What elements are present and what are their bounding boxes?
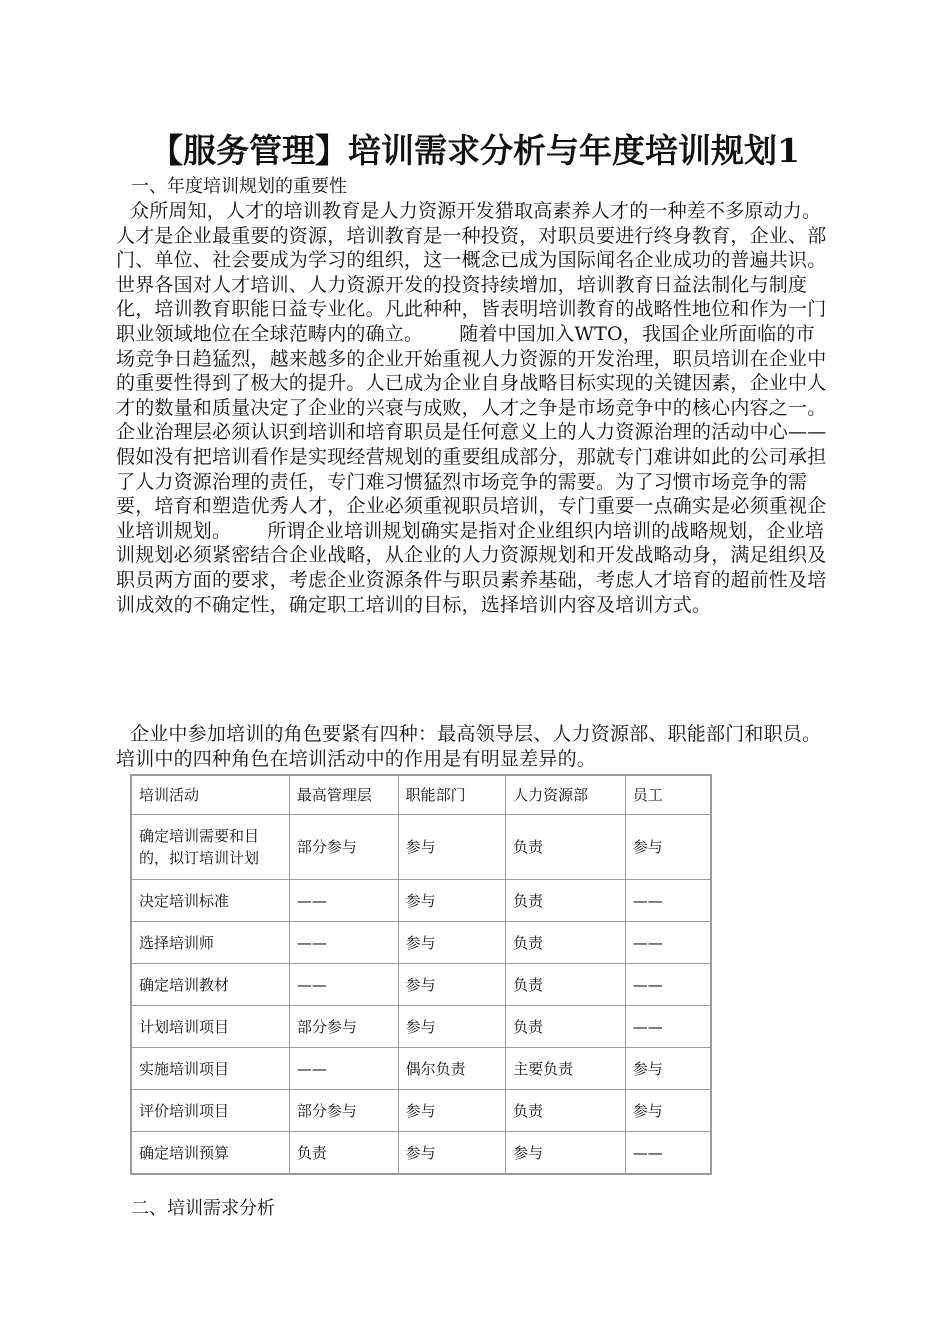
table-cell: —— bbox=[625, 1132, 711, 1175]
table-row bbox=[131, 1006, 711, 1048]
table-cell: 参与 bbox=[625, 815, 711, 880]
table-cell: 确定培训需要和目的，拟订培训计划 bbox=[131, 815, 289, 880]
table-cell: 计划培训项目 bbox=[131, 1006, 289, 1048]
table-cell: 决定培训标准 bbox=[131, 880, 289, 922]
table-cell: 负责 bbox=[506, 880, 626, 922]
training-roles-table bbox=[130, 774, 712, 1175]
paragraph-part-c: 所谓企业培训规划确实是指对企业组织内培训的战略规划，企业培训规划必须紧密结合企业战略，从企业的人力资源规划和开发战略动身，满足组织及职员两方面的要求，考虑企业资源条件与职员素养基础，考虑人才培育的超前性及培训成效的不确定性，确定职工培训的目标，选择培训内容及培训方式。 bbox=[116, 519, 827, 616]
paragraph-roles-text: 企业中参加培训的角色要紧有四种：最高领导层、人力资源部、职能部门和职员。培训中的四种角色在培训活动中的作用是有明显差异的。 bbox=[116, 723, 822, 770]
table-cell: —— bbox=[289, 922, 398, 964]
table-cell: 参与 bbox=[398, 964, 506, 1006]
table-cell: —— bbox=[625, 964, 711, 1006]
table-cell: 部分参与 bbox=[289, 1090, 398, 1132]
table-cell: 参与 bbox=[506, 1132, 626, 1175]
table-cell: 负责 bbox=[506, 964, 626, 1006]
paragraph-roles bbox=[116, 722, 830, 771]
table-cell: 参与 bbox=[398, 1132, 506, 1175]
table-cell: 确定培训预算 bbox=[131, 1132, 289, 1175]
table-header-cell: 最高管理层 bbox=[289, 775, 398, 815]
paragraph-part-b: 随着中国加入WTO，我国企业所面临的市场竞争日趋猛烈，越来越多的企业开始重视人力资源的开发治理，职员培训在企业中的重要性得到了极大的提升。人已成为企业自身战略目标实现的关键因素，企业中人才的数量和质量决定了企业的兴衰与成败，人才之争是市场竞争中的核心内容之一。企业治理层必须认识到培训和培育职员是任何意义上的人力资源治理的活动中心——假如没有把培训看作是实现经营规划的重要组成部分，那就专门难讲如此的公司承担了人力资源治理的责任，专门难习惯猛烈市场竞争的需要。为了习惯市场竞争的需要，培育和塑造优秀人才，企业必须重视职员培训，专门重要一点确实是必须重视企业培训规划。 bbox=[116, 322, 827, 542]
table-cell: 参与 bbox=[398, 922, 506, 964]
table-cell: —— bbox=[289, 1048, 398, 1090]
table-cell: 负责 bbox=[506, 922, 626, 964]
table-cell: —— bbox=[625, 880, 711, 922]
table-cell: —— bbox=[289, 880, 398, 922]
table-row bbox=[131, 1132, 711, 1175]
table-row bbox=[131, 922, 711, 964]
table-cell: 负责 bbox=[289, 1132, 398, 1175]
table-cell: —— bbox=[625, 1006, 711, 1048]
table-cell: 参与 bbox=[398, 1090, 506, 1132]
table-row bbox=[131, 1090, 711, 1132]
table-cell: 主要负责 bbox=[506, 1048, 626, 1090]
page-title: 【服务管理】培训需求分析与年度培训规划1 bbox=[150, 131, 800, 170]
table-header-row bbox=[131, 775, 711, 815]
table-cell: —— bbox=[625, 922, 711, 964]
table-cell: —— bbox=[289, 964, 398, 1006]
table-cell: 确定培训教材 bbox=[131, 964, 289, 1006]
section-heading-2: 二、培训需求分析 bbox=[131, 1198, 275, 1219]
paragraph-part-a: 众所周知，人才的培训教育是人力资源开发猎取高素养人才的一种差不多原动力。人才是企业最重要的资源，培训教育是一种投资，对职员要进行终身教育，企业、部门、单位、社会要成为学习的组织，这一概念已成为国际闻名企业成功的普遍共识。世界各国对人才培训、人力资源开发的投资持续增加，培训教育日益法制化与制度化，培训教育职能日益专业化。凡此种种，皆表明培训教育的战略性地位和作为一门职业领域地位在全球范畴内的确立。 bbox=[116, 200, 827, 345]
table-cell: 参与 bbox=[625, 1048, 711, 1090]
table-cell: 实施培训项目 bbox=[131, 1048, 289, 1090]
table-header-cell: 培训活动 bbox=[131, 775, 289, 815]
paragraph-importance bbox=[116, 199, 830, 617]
table-cell: 选择培训师 bbox=[131, 922, 289, 964]
section-heading-1: 一、年度培训规划的重要性 bbox=[131, 176, 347, 197]
table-cell: 参与 bbox=[398, 880, 506, 922]
table-cell: 偶尔负责 bbox=[398, 1048, 506, 1090]
table-cell: 参与 bbox=[398, 1006, 506, 1048]
table-row bbox=[131, 815, 711, 880]
table-row bbox=[131, 1048, 711, 1090]
table-cell: 负责 bbox=[506, 1006, 626, 1048]
table-cell: 负责 bbox=[506, 815, 626, 880]
table-cell: 部分参与 bbox=[289, 1006, 398, 1048]
table-row bbox=[131, 964, 711, 1006]
table-header-cell: 职能部门 bbox=[398, 775, 506, 815]
table-cell: 参与 bbox=[398, 815, 506, 880]
table-header-cell: 员工 bbox=[625, 775, 711, 815]
table-cell: 负责 bbox=[506, 1090, 626, 1132]
table-cell: 部分参与 bbox=[289, 815, 398, 880]
table-row bbox=[131, 880, 711, 922]
table-cell: 参与 bbox=[625, 1090, 711, 1132]
table-header-cell: 人力资源部 bbox=[506, 775, 626, 815]
table-cell: 评价培训项目 bbox=[131, 1090, 289, 1132]
